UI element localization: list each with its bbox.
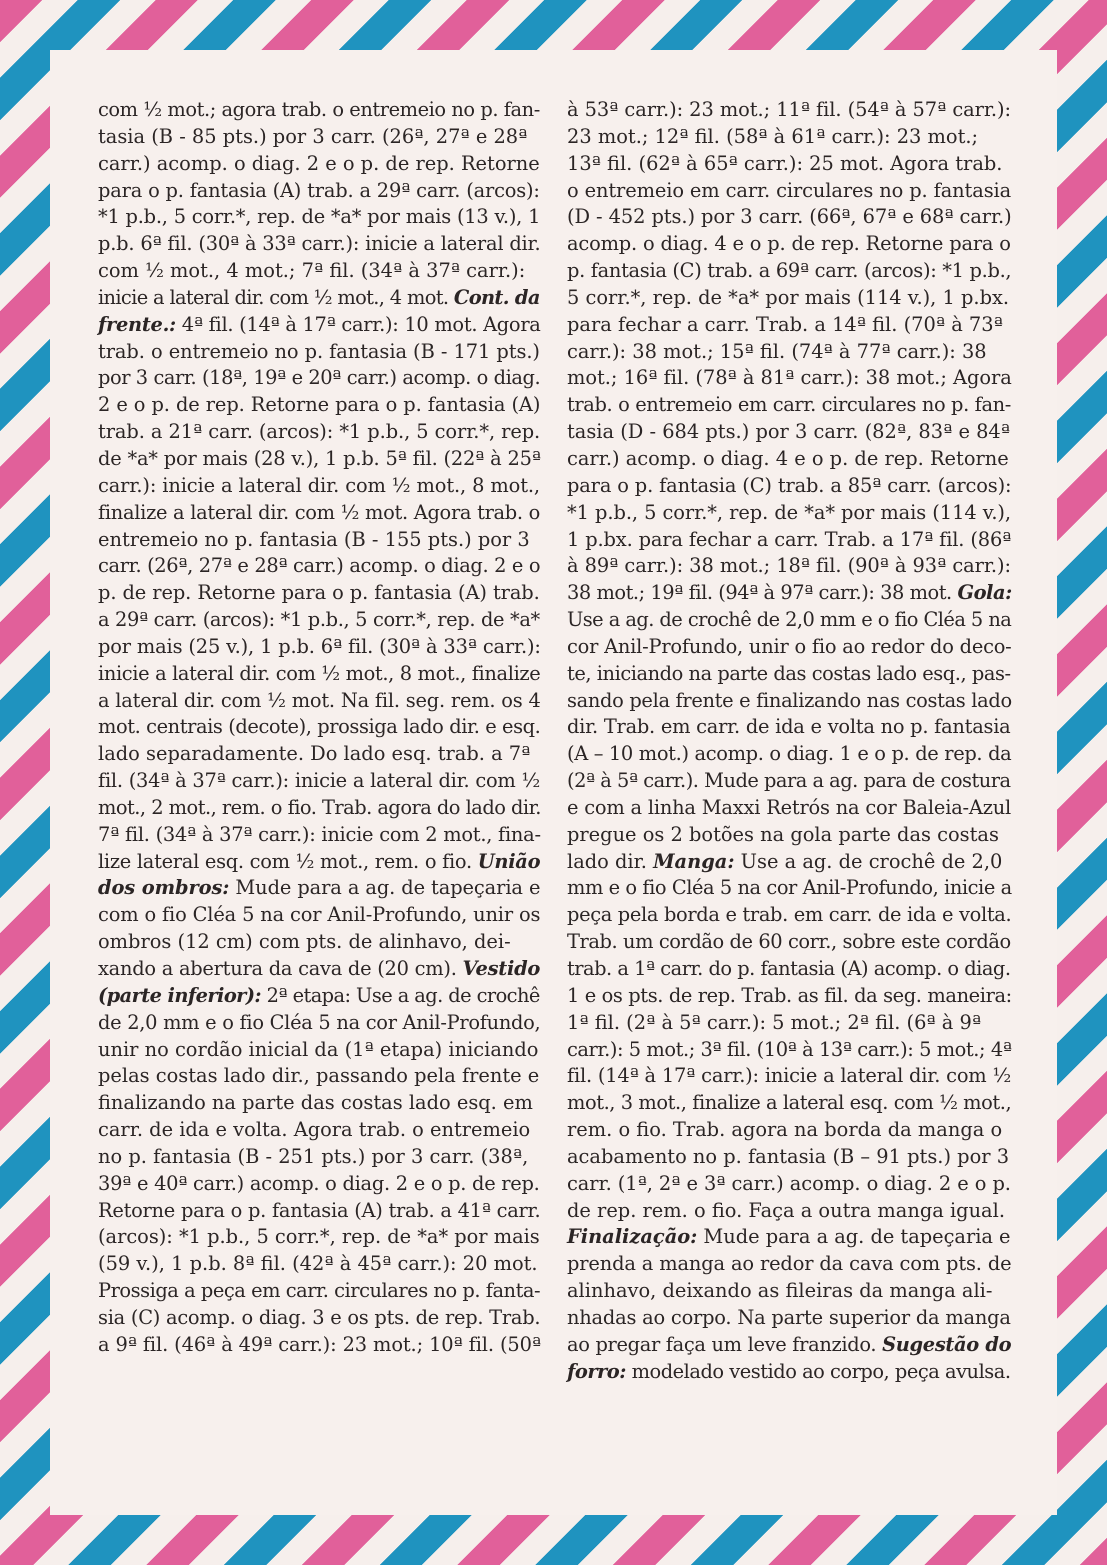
text-line <box>567 258 1011 285</box>
section-heading: Vestido <box>462 957 541 980</box>
text-segment: dir. Trab. em carr. de ida e volta no p. fantasia <box>567 715 1011 739</box>
text-line <box>567 822 1011 849</box>
text-line <box>98 1198 540 1225</box>
text-line <box>567 661 1011 688</box>
text-segment: finalizando na parte das costas lado esq. em <box>98 1091 533 1115</box>
text-segment: mot., 2 mot., rem. o fio. Trab. agora do lado dir. <box>98 795 541 819</box>
text-segment: tasia (B - 85 pts.) por 3 carr. (26ª, 27ª e 28ª <box>98 124 528 148</box>
text-segment: unir no cordão inicial da (1ª etapa) iniciando <box>98 1037 539 1061</box>
text-segment: lado dir. <box>567 849 654 873</box>
text-line <box>98 929 540 956</box>
text-segment: *1 p.b., 5 corr.*, rep. de *a* por mais (13 v.), 1 <box>98 205 541 229</box>
text-line <box>567 1305 1011 1332</box>
text-segment: Mude para a ag. de tapeçaria e <box>697 1225 1011 1249</box>
text-line <box>98 204 540 231</box>
text-line <box>98 688 540 715</box>
text-segment: entremeio no p. fantasia (B - 155 pts.) por 3 <box>98 527 530 551</box>
text-segment: nhadas ao corpo. Na parte superior da manga <box>567 1305 1011 1329</box>
text-line <box>98 902 540 929</box>
text-segment: (59 v.), 1 p.b. 8ª fil. (42ª à 45ª carr.): 20 mot. <box>98 1252 538 1276</box>
text-line <box>567 1198 1011 1225</box>
text-segment: sia (C) acomp. o diag. 3 e os pts. de rep. Trab. <box>98 1305 541 1329</box>
text-line <box>567 527 1011 554</box>
text-line <box>98 1224 540 1251</box>
text-line <box>567 580 1011 607</box>
text-segment: mot., 3 mot., finalize a lateral esq. com ½ mot., <box>567 1091 1012 1115</box>
text-line <box>567 875 1011 902</box>
text-line <box>98 849 540 876</box>
text-segment: a 9ª fil. (46ª à 49ª carr.): 23 mot.; 10ª fil. (50ª <box>98 1332 541 1356</box>
text-line <box>567 1144 1011 1171</box>
text-line <box>98 419 540 446</box>
text-segment: acabamento no p. fantasia (B – 91 pts.) por 3 <box>567 1144 1010 1168</box>
text-line <box>98 500 540 527</box>
text-column-left <box>98 97 540 1359</box>
text-segment: 38 mot.; 19ª fil. (94ª à 97ª carr.): 38 mot. <box>567 581 958 605</box>
text-line <box>567 902 1011 929</box>
text-line <box>567 1010 1011 1037</box>
text-segment: Retorne para o p. fantasia (A) trab. a 41ª carr. <box>98 1198 541 1222</box>
text-segment: carr.) acomp. o diag. 4 e o p. de rep. Retorne <box>567 446 1009 470</box>
text-segment: com ½ mot.; agora trab. o entremeio no p. fan- <box>98 98 540 121</box>
text-segment: pelas costas lado dir., passando pela frente e <box>98 1064 540 1088</box>
text-line <box>98 714 540 741</box>
text-line <box>98 285 540 312</box>
text-segment: de 2,0 mm e o fio Cléa 5 na cor Anil-Profundo, <box>98 1010 541 1034</box>
text-line <box>567 929 1011 956</box>
text-line <box>567 956 1011 983</box>
text-line <box>567 392 1011 419</box>
text-segment: fil. (34ª à 37ª carr.): inicie a lateral dir. com ½ <box>98 769 541 793</box>
text-line <box>98 795 540 822</box>
text-segment: à 53ª carr.): 23 mot.; 11ª fil. (54ª à 57ª carr.): <box>567 98 1012 121</box>
text-segment: Use a ag. de crochê de 2,0 mm e o fio Cléa 5 na <box>567 608 1012 632</box>
text-segment: modelado vestido ao corpo, peça avulsa. <box>625 1359 1011 1383</box>
text-segment: inicie a lateral dir. com ½ mot., 4 mot. <box>98 285 454 309</box>
text-segment: (2ª à 5ª carr.). Mude para a ag. para de costura <box>567 769 1011 793</box>
text-segment: carr. (1ª, 2ª e 3ª carr.) acomp. o diag. 2 e o p. <box>567 1171 1011 1195</box>
text-line <box>98 527 540 554</box>
text-segment: p. fantasia (C) trab. a 69ª carr. (arcos): *1 p.b., <box>567 259 1012 283</box>
text-segment: carr. de ida e volta. Agora trab. o entremeio <box>98 1118 531 1142</box>
text-segment: 23 mot.; 12ª fil. (58ª à 61ª carr.): 23 mot.; <box>567 124 979 148</box>
text-line <box>567 312 1011 339</box>
section-heading: Gola: <box>957 581 1012 605</box>
text-line <box>98 1251 540 1278</box>
text-segment: 7ª fil. (34ª à 37ª carr.): inicie com 2 mot., fina- <box>98 822 541 846</box>
text-segment: de *a* por mais (28 v.), 1 p.b. 5ª fil. (22ª à 25ª <box>98 446 541 470</box>
section-heading: dos ombros: <box>98 876 230 900</box>
text-segment: trab. o entremeio em carr. circulares no p. fan- <box>567 393 1011 417</box>
text-line <box>567 365 1011 392</box>
text-line <box>98 607 540 634</box>
text-line <box>98 473 540 500</box>
text-segment: carr.): inicie a lateral dir. com ½ mot., 8 mot., <box>98 473 540 497</box>
text-line <box>567 231 1011 258</box>
text-line <box>98 956 540 983</box>
text-line <box>98 1144 540 1171</box>
text-segment: te, iniciando na parte das costas lado esq., pas- <box>567 661 1011 685</box>
text-line <box>567 983 1011 1010</box>
text-line <box>567 151 1011 178</box>
text-segment: inicie a lateral dir. com ½ mot., 8 mot., finalize <box>98 661 541 685</box>
text-line <box>567 473 1011 500</box>
text-segment: sando pela frente e finalizando nas costas lado <box>567 688 1012 712</box>
text-segment: trab. o entremeio no p. fantasia (B - 171 pts.) <box>98 339 540 363</box>
text-line <box>98 365 540 392</box>
section-heading: (parte inferior): <box>98 983 261 1007</box>
text-line <box>98 741 540 768</box>
text-line <box>98 1117 540 1144</box>
text-line <box>567 607 1011 634</box>
text-line <box>567 688 1011 715</box>
text-line <box>567 849 1011 876</box>
text-segment: prenda a manga ao redor da cava com pts. de <box>567 1252 1012 1276</box>
section-heading: forro: <box>567 1359 626 1383</box>
text-segment: 4ª fil. (14ª à 17ª carr.): 10 mot. Agora <box>175 312 541 336</box>
text-line <box>98 1332 540 1359</box>
text-segment: rem. o fio. Trab. agora na borda da manga o <box>567 1118 1003 1142</box>
text-line <box>98 1037 540 1064</box>
text-line <box>567 1224 1011 1251</box>
text-segment: lize lateral esq. com ½ mot., rem. o fio. <box>98 849 478 873</box>
text-segment: com o fio Cléa 5 na cor Anil-Profundo, unir os <box>98 903 541 927</box>
text-line <box>98 875 540 902</box>
section-heading: Sugestão do <box>882 1332 1012 1356</box>
text-segment: carr.): 5 mot.; 3ª fil. (10ª à 13ª carr.): 5 mot.; 4ª <box>567 1037 1012 1061</box>
text-line <box>98 1090 540 1117</box>
text-segment: 13ª fil. (62ª à 65ª carr.): 25 mot. Agora trab. <box>567 151 1003 175</box>
text-segment: carr.) acomp. o diag. 2 e o p. de rep. Retorne <box>98 151 540 175</box>
text-segment: peça pela borda e trab. em carr. de ida e volta. <box>567 903 1012 927</box>
text-line <box>567 1037 1011 1064</box>
text-segment: para o p. fantasia (C) trab. a 85ª carr. (arcos): <box>567 473 1012 497</box>
text-segment: no p. fantasia (B - 251 pts.) por 3 carr. (38ª, <box>98 1144 529 1168</box>
text-line <box>98 97 540 124</box>
text-segment: cor Anil-Profundo, unir o fio ao redor do deco- <box>567 634 1012 658</box>
text-line <box>567 795 1011 822</box>
text-line <box>567 1251 1011 1278</box>
text-segment: 2ª etapa: Use a ag. de crochê <box>261 983 540 1007</box>
text-line <box>98 124 540 151</box>
text-line <box>98 1171 540 1198</box>
text-segment: a 29ª carr. (arcos): *1 p.b., 5 corr.*, rep. de *a* <box>98 608 540 632</box>
text-segment: Use a ag. de crochê de 2,0 <box>734 849 1003 873</box>
text-segment: Prossiga a peça em carr. circulares no p. fanta- <box>98 1279 541 1303</box>
text-line <box>98 231 540 258</box>
text-segment: por mais (25 v.), 1 p.b. 6ª fil. (30ª à 33ª carr.): <box>98 634 541 658</box>
text-line <box>98 983 540 1010</box>
text-segment: carr.): 38 mot.; 15ª fil. (74ª à 77ª carr.): 38 <box>567 339 987 363</box>
text-line <box>567 1063 1011 1090</box>
text-segment: mm e o fio Cléa 5 na cor Anil-Profundo, inicie a <box>567 876 1012 900</box>
text-line <box>98 339 540 366</box>
text-line <box>98 580 540 607</box>
text-segment: a lateral dir. com ½ mot. Na fil. seg. rem. os 4 <box>98 688 541 712</box>
text-segment: à 89ª carr.): 38 mot.; 18ª fil. (90ª à 93ª carr.): <box>567 554 1012 578</box>
text-line <box>98 1010 540 1037</box>
text-segment: (D - 452 pts.) por 3 carr. (66ª, 67ª e 68ª carr.) <box>567 205 1012 229</box>
text-line <box>567 124 1011 151</box>
text-line <box>98 553 540 580</box>
section-heading: Finalização: <box>567 1225 698 1249</box>
text-segment: 5 corr.*, rep. de *a* por mais (114 v.), 1 p.bx. <box>567 285 1010 309</box>
text-line <box>98 392 540 419</box>
text-line <box>567 339 1011 366</box>
text-segment: 1 p.bx. para fechar a carr. Trab. a 17ª fil. (86ª <box>567 527 1012 551</box>
text-segment: (A – 10 mot.) acomp. o diag. 1 e o p. de rep. da <box>567 742 1012 766</box>
section-heading: frente.: <box>98 312 176 336</box>
text-line <box>98 258 540 285</box>
text-segment: ao pregar faça um leve franzido. <box>567 1332 883 1356</box>
text-line <box>98 661 540 688</box>
text-line <box>567 1332 1011 1359</box>
text-line <box>567 1090 1011 1117</box>
text-segment: alinhavo, deixando as fileiras da manga ali- <box>567 1279 993 1303</box>
text-segment: o entremeio em carr. circulares no p. fantasia <box>567 178 1012 202</box>
text-line <box>98 312 540 339</box>
text-line <box>98 1305 540 1332</box>
text-line <box>98 822 540 849</box>
text-segment: de rep. rem. o fio. Faça a outra manga igual. <box>567 1198 1005 1222</box>
text-line <box>567 1359 1011 1386</box>
text-line <box>567 419 1011 446</box>
text-segment: (arcos): *1 p.b., 5 corr.*, rep. de *a* por mais <box>98 1225 540 1249</box>
text-segment: tasia (D - 684 pts.) por 3 carr. (82ª, 83ª e 84ª <box>567 420 1010 444</box>
text-segment: Mude para a ag. de tapeçaria e <box>229 876 541 900</box>
text-line <box>567 768 1011 795</box>
text-segment: ombros (12 cm) com pts. de alinhavo, dei- <box>98 930 511 954</box>
text-line <box>567 204 1011 231</box>
text-segment: Trab. um cordão de 60 corr., sobre este cordão <box>567 930 1011 954</box>
text-line <box>567 500 1011 527</box>
text-segment: trab. a 21ª carr. (arcos): *1 p.b., 5 corr.*, rep. <box>98 420 541 444</box>
text-segment: pregue os 2 botões na gola parte das costas <box>567 822 999 846</box>
text-segment: xando a abertura da cava de (20 cm). <box>98 957 463 980</box>
text-line <box>567 634 1011 661</box>
section-heading: União <box>477 849 541 873</box>
text-segment: p. de rep. Retorne para o p. fantasia (A) trab. <box>98 581 540 605</box>
text-line <box>98 178 540 205</box>
text-segment: carr. (26ª, 27ª e 28ª carr.) acomp. o diag. 2 e o <box>98 554 541 578</box>
text-line <box>567 285 1011 312</box>
text-segment: 1ª fil. (2ª à 5ª carr.): 5 mot.; 2ª fil. (6ª à 9ª <box>567 1010 982 1034</box>
text-segment: fil. (14ª à 17ª carr.): inicie a lateral dir. com ½ <box>567 1064 1012 1088</box>
text-segment: e com a linha Maxxi Retrós na cor Baleia-Azul <box>567 795 1012 819</box>
text-line <box>567 446 1011 473</box>
text-segment: acomp. o diag. 4 e o p. de rep. Retorne para o <box>567 232 1011 256</box>
text-line <box>567 97 1011 124</box>
text-segment: mot.; 16ª fil. (78ª à 81ª carr.): 38 mot.; Agora <box>567 366 1012 390</box>
text-line <box>98 1063 540 1090</box>
text-segment: trab. a 1ª carr. do p. fantasia (A) acomp. o diag. <box>567 957 1011 980</box>
text-line <box>98 768 540 795</box>
text-line <box>98 1278 540 1305</box>
text-segment: lado separadamente. Do lado esq. trab. a 7ª <box>98 742 531 766</box>
text-line <box>98 446 540 473</box>
text-segment: 39ª e 40ª carr.) acomp. o diag. 2 e o p. de rep. <box>98 1171 540 1195</box>
text-line <box>98 634 540 661</box>
text-line <box>567 741 1011 768</box>
text-segment: 1 e os pts. de rep. Trab. as fil. da seg. maneira: <box>567 983 1012 1007</box>
text-segment: *1 p.b., 5 corr.*, rep. de *a* por mais (114 v.), <box>567 500 1012 524</box>
text-segment: p.b. 6ª fil. (30ª à 33ª carr.): inicie a lateral dir. <box>98 232 541 256</box>
text-segment: finalize a lateral dir. com ½ mot. Agora trab. o <box>98 500 541 524</box>
text-line <box>567 1278 1011 1305</box>
text-segment: para fechar a carr. Trab. a 14ª fil. (70ª à 73ª <box>567 312 1003 336</box>
text-segment: mot. centrais (decote), prossiga lado dir. e esq. <box>98 715 541 739</box>
text-column-right <box>567 97 1011 1386</box>
text-line <box>567 1117 1011 1144</box>
text-line <box>567 714 1011 741</box>
text-segment: 2 e o p. de rep. Retorne para o p. fantasia (A) <box>98 393 541 417</box>
text-line <box>567 553 1011 580</box>
text-segment: para o p. fantasia (A) trab. a 29ª carr. (arcos): <box>98 178 540 202</box>
section-heading: Cont. da <box>453 285 540 309</box>
text-line <box>567 178 1011 205</box>
text-segment: com ½ mot., 4 mot.; 7ª fil. (34ª à 37ª carr.): <box>98 259 526 283</box>
section-heading: Manga: <box>653 849 735 873</box>
text-line <box>567 1171 1011 1198</box>
text-line <box>98 151 540 178</box>
text-segment: por 3 carr. (18ª, 19ª e 20ª carr.) acomp. o diag. <box>98 366 541 390</box>
